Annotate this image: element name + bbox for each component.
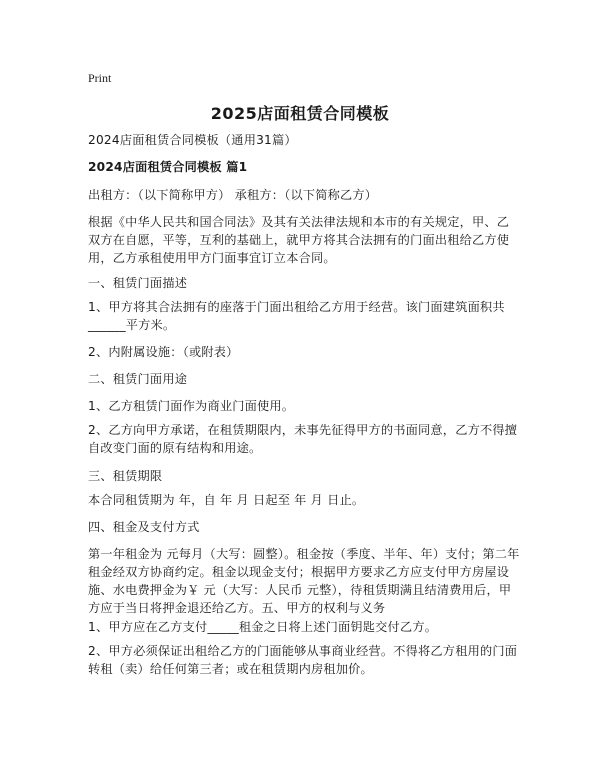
lease-term-line: 本合同租赁期为 年，自 年 月 日起至 年 月 日止。 <box>88 493 365 507</box>
clause-2-2: 2、乙方向甲方承诺，在租赁期限内，未事先征得甲方的书面同意，乙方不得擅自改变门面的原有结构和用途。 <box>88 423 518 455</box>
print-label: Print <box>88 71 112 85</box>
preamble-paragraph: 根据《中华人民共和国合同法》及其有关法律法规和本市的有关规定，甲、乙双方在自愿，平等，互利的基础上，就甲方将其合法拥有的门面出租给乙方使用，乙方承租使用甲方门面事宜订立本合同。 <box>88 215 510 265</box>
clause-5-2: 2、甲方必须保证出租给乙方的门面能够从事商业经营。不得将乙方租用的门面转租（卖）给任何第三者；或在租赁期内房租加价。 <box>88 644 518 676</box>
section-2-heading: 二、租赁门面用途 <box>88 372 188 386</box>
document-title: 2025店面租赁合同模板 <box>210 104 390 123</box>
parties-line: 出租方：（以下简称甲方） 承租方：（以下简称乙方） <box>88 188 378 202</box>
section-4-heading: 四、租金及支付方式 <box>88 520 200 534</box>
clause-1-1: 1、甲方将其合法拥有的座落于门面出租给乙方用于经营。该门面建筑面积共______平方米。 <box>88 300 505 332</box>
clause-5-1: 1、甲方应在乙方支付_____租金之日将上述门面钥匙交付乙方。 <box>88 620 438 634</box>
document-subtitle: 2024店面租赁合同模板（通用31篇） <box>88 133 297 147</box>
section-1-heading: 一、租赁门面描述 <box>88 276 188 290</box>
section-3-heading: 三、租赁期限 <box>88 469 163 483</box>
rent-payment-paragraph: 第一年租金为 元每月（大写：圆整）。租金按（季度、半年、年）支付；第二年租金经双方协商约定。租金以现金支付；根据甲方要求乙方应支付甲方房屋设施、水电费押金为￥ 元（大写：人民币 元整），待租赁期满且结清费用后，甲方应于当日将押金退还给乙方。五、甲方的权利与义务 <box>88 547 520 615</box>
section-heading: 2024店面租赁合同模板 篇1 <box>88 160 248 174</box>
clause-2-1: 1、乙方租赁门面作为商业门面使用。 <box>88 399 295 413</box>
clause-1-2: 2、内附属设施：（或附表） <box>88 345 239 359</box>
